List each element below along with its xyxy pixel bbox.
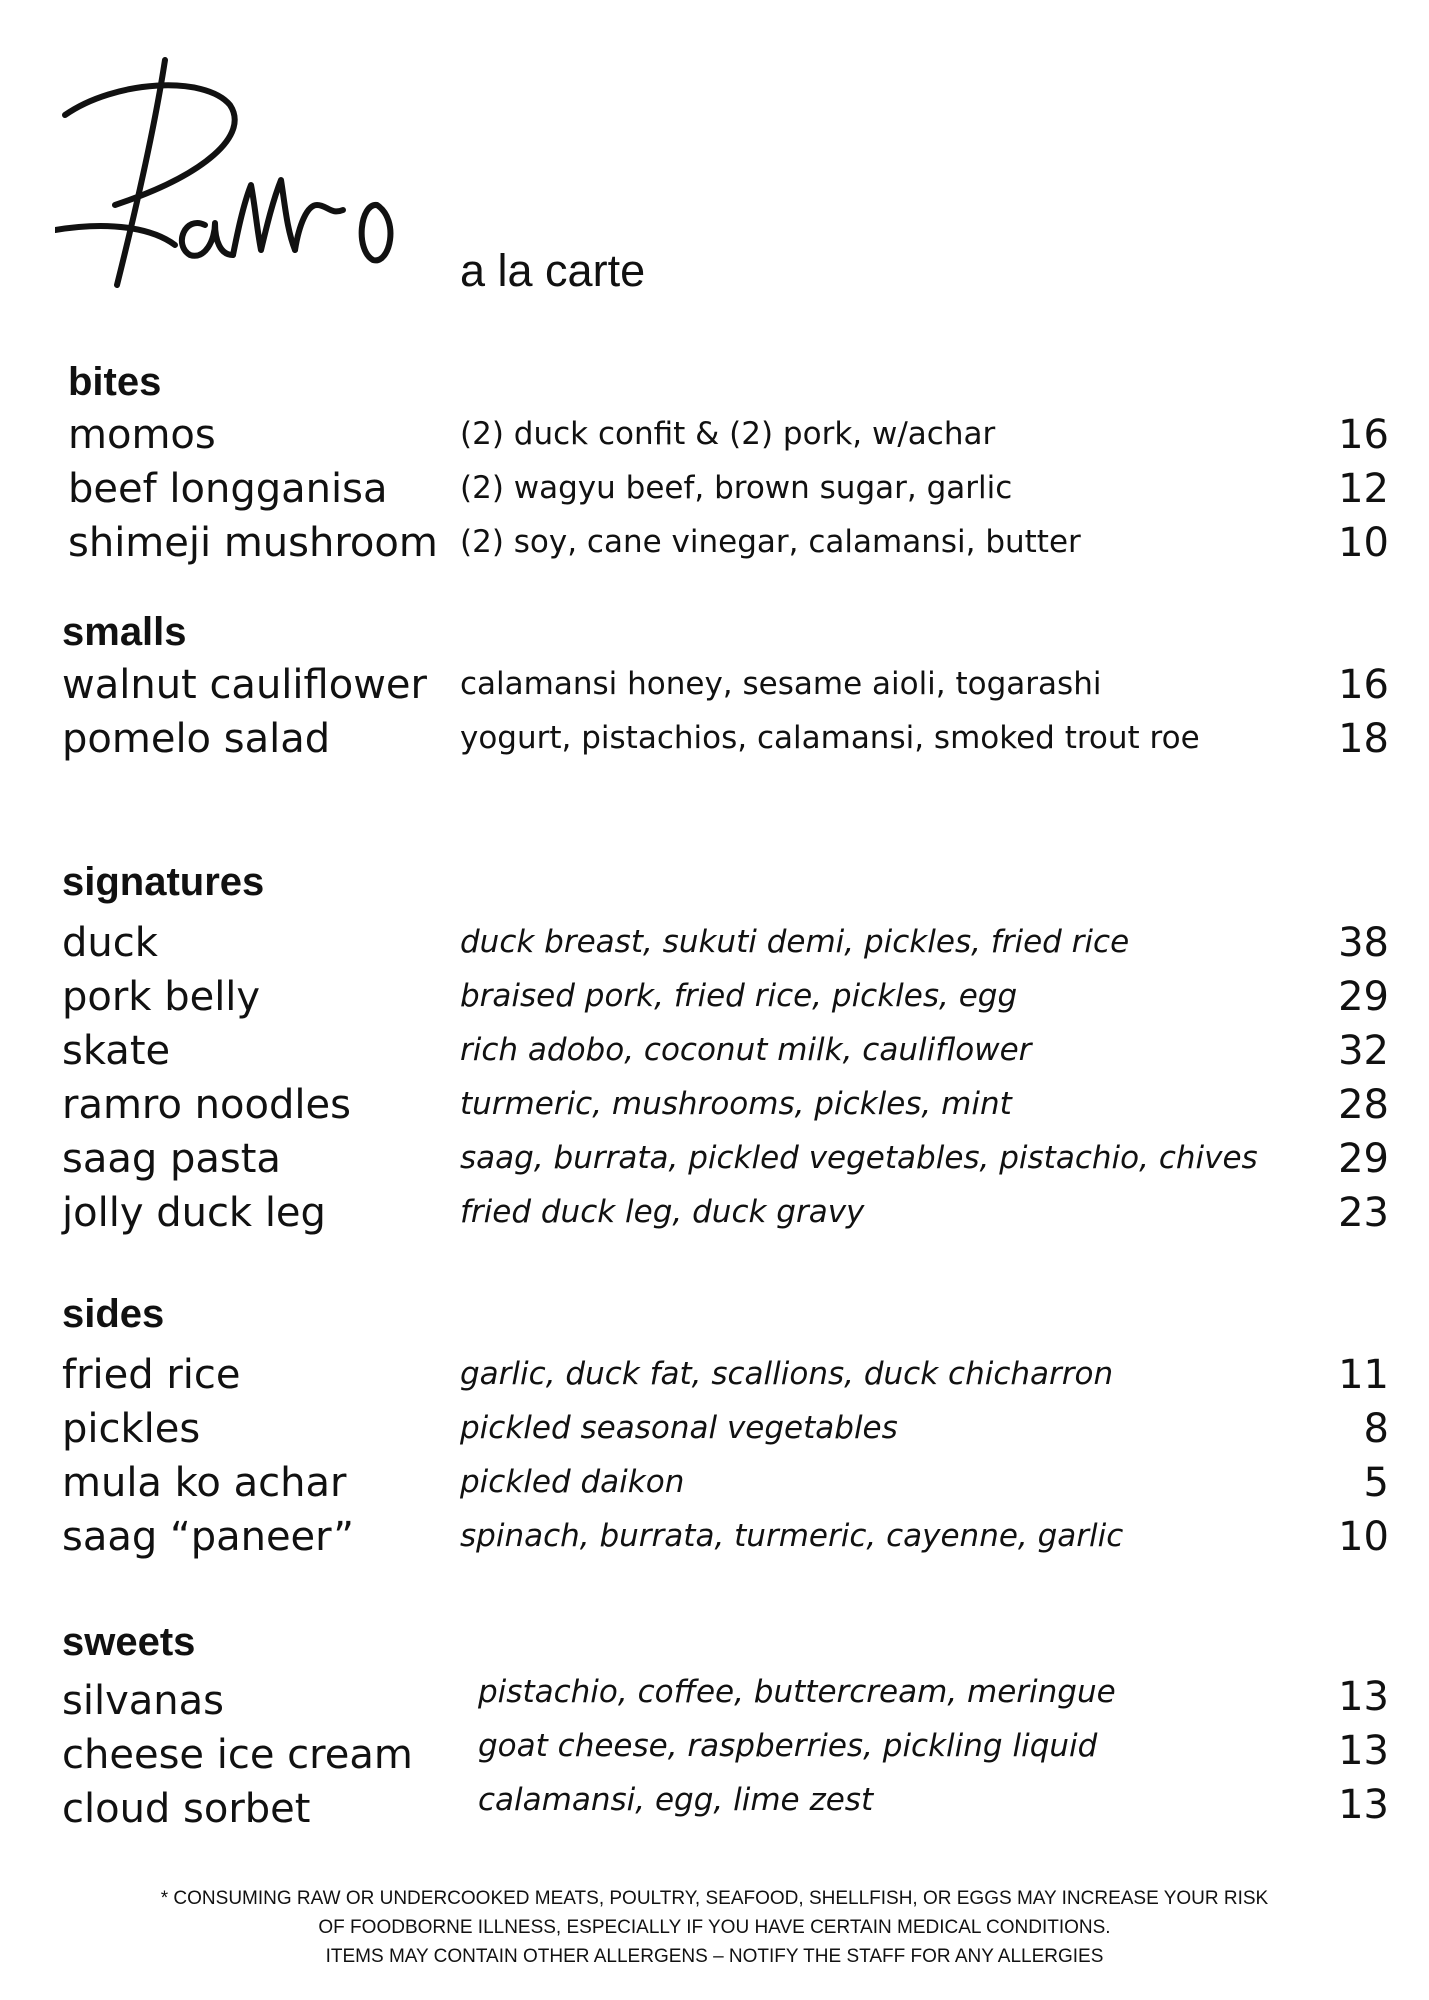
item-description: garlic, duck fat, scallions, duck chicharron <box>460 1356 1114 1392</box>
item-name: fried rice <box>62 1352 241 1398</box>
item-name: ramro noodles <box>62 1082 351 1128</box>
menu-item <box>0 658 1429 712</box>
item-name: duck <box>62 920 158 966</box>
item-price: 8 <box>1363 1406 1389 1452</box>
item-description: duck breast, sukuti demi, pickles, fried rice <box>460 924 1130 960</box>
item-description: goat cheese, raspberries, pickling liquid <box>478 1728 1098 1764</box>
item-description: saag, burrata, pickled vegetables, pistachio, chives <box>460 1140 1258 1176</box>
ramro-logo <box>55 55 415 315</box>
item-description: fried duck leg, duck gravy <box>460 1194 865 1230</box>
menu-item <box>0 916 1429 970</box>
menu-item <box>0 1348 1429 1402</box>
item-price: 32 <box>1338 1028 1389 1074</box>
item-description: (2) duck confit & (2) pork, w/achar <box>460 416 996 452</box>
item-name: mula ko achar <box>62 1460 347 1506</box>
section-title: smalls <box>62 610 187 654</box>
item-description: calamansi, egg, lime zest <box>478 1782 874 1818</box>
item-description: spinach, burrata, turmeric, cayenne, garlic <box>460 1518 1124 1554</box>
item-name: jolly duck leg <box>62 1190 326 1236</box>
section-title: bites <box>68 360 162 404</box>
menu-item <box>0 1186 1429 1240</box>
section-title: sweets <box>62 1620 196 1664</box>
item-description: braised pork, fried rice, pickles, egg <box>460 978 1018 1014</box>
item-price: 28 <box>1338 1082 1389 1128</box>
item-name: saag pasta <box>62 1136 281 1182</box>
item-name: pomelo salad <box>62 716 331 762</box>
section-title: signatures <box>62 860 265 904</box>
menu-subtitle: a la carte <box>460 245 646 296</box>
item-price: 18 <box>1338 716 1389 762</box>
item-price: 10 <box>1338 520 1389 566</box>
menu-item <box>0 1456 1429 1510</box>
item-price: 11 <box>1338 1352 1389 1398</box>
item-price: 13 <box>1338 1728 1389 1774</box>
menu-item <box>0 1782 1429 1836</box>
item-name: cheese ice cream <box>62 1732 413 1778</box>
item-price: 12 <box>1338 466 1389 512</box>
item-description: (2) soy, cane vinegar, calamansi, butter <box>460 524 1081 560</box>
menu-item <box>0 516 1429 570</box>
item-price: 13 <box>1338 1674 1389 1720</box>
item-description: calamansi honey, sesame aioli, togarashi <box>460 666 1102 702</box>
item-name: beef longganisa <box>68 466 388 512</box>
item-name: skate <box>62 1028 171 1074</box>
menu-item <box>0 1402 1429 1456</box>
item-price: 10 <box>1338 1514 1389 1560</box>
item-price: 29 <box>1338 1136 1389 1182</box>
item-name: silvanas <box>62 1678 224 1724</box>
menu-item <box>0 462 1429 516</box>
item-name: pork belly <box>62 974 261 1020</box>
item-description: pickled daikon <box>460 1464 685 1500</box>
menu-item <box>0 1674 1429 1728</box>
item-price: 16 <box>1338 412 1389 458</box>
menu-item <box>0 1132 1429 1186</box>
item-description: (2) wagyu beef, brown sugar, garlic <box>460 470 1013 506</box>
item-name: pickles <box>62 1406 201 1452</box>
item-description: rich adobo, coconut milk, cauliflower <box>460 1032 1032 1068</box>
item-name: cloud sorbet <box>62 1786 311 1832</box>
item-name: momos <box>68 412 216 458</box>
item-price: 29 <box>1338 974 1389 1020</box>
menu-item <box>0 1510 1429 1564</box>
disclaimer-line: ITEMS MAY CONTAIN OTHER ALLERGENS – NOTIFY THE STAFF FOR ANY ALLERGIES <box>325 1946 1104 1967</box>
item-price: 23 <box>1338 1190 1389 1236</box>
item-description: pistachio, coffee, buttercream, meringue <box>478 1674 1116 1710</box>
item-name: walnut cauliflower <box>62 662 427 708</box>
item-description: turmeric, mushrooms, pickles, mint <box>460 1086 1012 1122</box>
item-description: pickled seasonal vegetables <box>460 1410 898 1446</box>
allergen-disclaimer <box>0 1884 1429 1971</box>
section-title: sides <box>62 1292 165 1336</box>
menu-item <box>0 712 1429 766</box>
item-price: 5 <box>1363 1460 1389 1506</box>
menu-item <box>0 1728 1429 1782</box>
item-price: 38 <box>1338 920 1389 966</box>
disclaimer-line: OF FOODBORNE ILLNESS, ESPECIALLY IF YOU HAVE CERTAIN MEDICAL CONDITIONS. <box>318 1917 1111 1938</box>
item-description: yogurt, pistachios, calamansi, smoked trout roe <box>460 720 1200 756</box>
item-price: 16 <box>1338 662 1389 708</box>
menu-item <box>0 408 1429 462</box>
item-name: shimeji mushroom <box>68 520 438 566</box>
menu-item <box>0 1024 1429 1078</box>
item-name: saag “paneer” <box>62 1514 355 1560</box>
item-price: 13 <box>1338 1782 1389 1828</box>
menu-item <box>0 1078 1429 1132</box>
menu-item <box>0 970 1429 1024</box>
disclaimer-line: * CONSUMING RAW OR UNDERCOOKED MEATS, POULTRY, SEAFOOD, SHELLFISH, OR EGGS MAY INCREASE YOUR RISK <box>160 1888 1269 1909</box>
